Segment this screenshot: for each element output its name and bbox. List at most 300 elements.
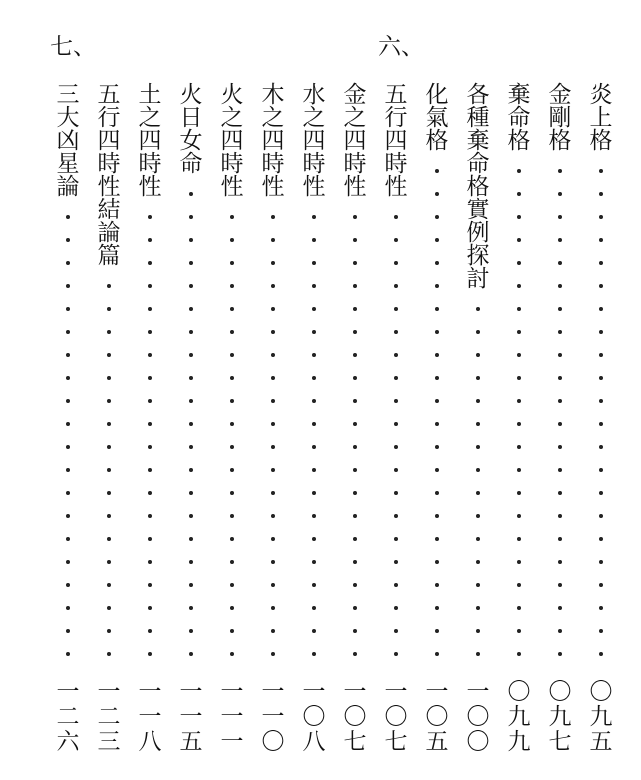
- leader-dot: [148, 560, 152, 564]
- leader-dot: [353, 353, 357, 357]
- leader-dot: [230, 238, 234, 242]
- toc-entry: [419, 0, 455, 780]
- leader-dot: [271, 261, 275, 265]
- leader-dot: [230, 422, 234, 426]
- leader-dot: [435, 560, 439, 564]
- leader-dot: [312, 629, 316, 633]
- page-number: 一 一 〇: [261, 679, 285, 755]
- leader-dot: [107, 514, 111, 518]
- dot-leader: [378, 0, 424, 780]
- toc-entry: [378, 0, 424, 780]
- leader-dot: [435, 583, 439, 587]
- leader-dot: [230, 376, 234, 380]
- entry-title: 木 之 四 時 性: [261, 82, 285, 200]
- leader-dot: [230, 353, 234, 357]
- leader-dot: [312, 353, 316, 357]
- leader-dot: [517, 192, 521, 196]
- leader-dot: [271, 284, 275, 288]
- leader-dot: [189, 215, 193, 219]
- leader-dot: [148, 537, 152, 541]
- leader-dot: [353, 514, 357, 518]
- leader-dot: [107, 307, 111, 311]
- leader-dot: [189, 560, 193, 564]
- page-number: 一 〇 八: [302, 679, 326, 755]
- toc-entry: [583, 0, 619, 780]
- leader-dot: [312, 330, 316, 334]
- leader-dot: [230, 583, 234, 587]
- leader-dot: [353, 606, 357, 610]
- page-number: 一 〇 七: [343, 679, 367, 755]
- leader-dot: [66, 491, 70, 495]
- leader-dot: [394, 445, 398, 449]
- leader-dot: [312, 376, 316, 380]
- entry-title: 三 大 凶 星 論: [56, 82, 80, 200]
- leader-dot: [435, 629, 439, 633]
- leader-dot: [558, 215, 562, 219]
- leader-dot: [66, 307, 70, 311]
- leader-dot: [107, 491, 111, 495]
- leader-dot: [148, 583, 152, 587]
- leader-dot: [189, 652, 193, 656]
- leader-dot: [230, 514, 234, 518]
- leader-dot: [66, 514, 70, 518]
- page-number: 一 一 八: [138, 679, 162, 755]
- page-number: 〇 九 七: [548, 679, 572, 755]
- toc-entry: [460, 0, 496, 780]
- leader-dot: [394, 583, 398, 587]
- leader-dot: [312, 238, 316, 242]
- entry-title: 火 之 四 時 性: [220, 82, 244, 200]
- leader-dot: [189, 629, 193, 633]
- leader-dot: [435, 353, 439, 357]
- leader-dot: [558, 399, 562, 403]
- leader-dot: [148, 307, 152, 311]
- leader-dot: [230, 468, 234, 472]
- leader-dot: [435, 376, 439, 380]
- dot-leader: [501, 0, 537, 780]
- leader-dot: [517, 468, 521, 472]
- leader-dot: [66, 445, 70, 449]
- leader-dot: [435, 422, 439, 426]
- leader-dot: [312, 399, 316, 403]
- leader-dot: [271, 652, 275, 656]
- leader-dot: [107, 399, 111, 403]
- leader-dot: [517, 537, 521, 541]
- leader-dot: [517, 353, 521, 357]
- leader-dot: [107, 629, 111, 633]
- leader-dot: [271, 491, 275, 495]
- leader-dot: [148, 445, 152, 449]
- page-number: 〇 九 九: [507, 679, 531, 755]
- leader-dot: [148, 238, 152, 242]
- leader-dot: [271, 376, 275, 380]
- leader-dot: [271, 307, 275, 311]
- leader-dot: [599, 491, 603, 495]
- leader-dot: [107, 468, 111, 472]
- leader-dot: [66, 583, 70, 587]
- leader-dot: [271, 606, 275, 610]
- leader-dot: [312, 215, 316, 219]
- leader-dot: [312, 560, 316, 564]
- leader-dot: [599, 445, 603, 449]
- leader-dot: [435, 284, 439, 288]
- leader-dot: [394, 606, 398, 610]
- leader-dot: [107, 445, 111, 449]
- leader-dot: [107, 284, 111, 288]
- entry-title: 金 之 四 時 性: [343, 82, 367, 200]
- dot-leader: [173, 0, 209, 780]
- leader-dot: [599, 399, 603, 403]
- toc-entry: [132, 0, 168, 780]
- leader-dot: [394, 468, 398, 472]
- leader-dot: [435, 399, 439, 403]
- leader-dot: [558, 422, 562, 426]
- entry-title: 火 日 女 命: [179, 82, 203, 177]
- leader-dot: [353, 629, 357, 633]
- leader-dot: [148, 468, 152, 472]
- leader-dot: [107, 606, 111, 610]
- leader-dot: [476, 468, 480, 472]
- leader-dot: [599, 514, 603, 518]
- dot-leader: [460, 0, 496, 780]
- leader-dot: [66, 215, 70, 219]
- leader-dot: [312, 468, 316, 472]
- page-number: 一 一 五: [179, 679, 203, 755]
- entry-title: 炎 上 格: [589, 82, 613, 154]
- leader-dot: [599, 652, 603, 656]
- leader-dot: [394, 399, 398, 403]
- leader-dot: [189, 376, 193, 380]
- leader-dot: [476, 376, 480, 380]
- leader-dot: [599, 537, 603, 541]
- leader-dot: [353, 468, 357, 472]
- leader-dot: [394, 284, 398, 288]
- leader-dot: [189, 491, 193, 495]
- entry-title: 水 之 四 時 性: [302, 82, 326, 200]
- leader-dot: [599, 422, 603, 426]
- leader-dot: [517, 284, 521, 288]
- leader-dot: [312, 491, 316, 495]
- leader-dot: [558, 330, 562, 334]
- entry-title: 五 行 四 時 性: [384, 82, 408, 200]
- leader-dot: [517, 491, 521, 495]
- leader-dot: [107, 330, 111, 334]
- leader-dot: [599, 284, 603, 288]
- leader-dot: [148, 422, 152, 426]
- leader-dot: [148, 261, 152, 265]
- leader-dot: [599, 215, 603, 219]
- leader-dot: [271, 468, 275, 472]
- leader-dot: [66, 606, 70, 610]
- leader-dot: [107, 537, 111, 541]
- leader-dot: [476, 652, 480, 656]
- leader-dot: [148, 606, 152, 610]
- leader-dot: [271, 629, 275, 633]
- leader-dot: [517, 261, 521, 265]
- leader-dot: [189, 307, 193, 311]
- toc-entry: [91, 0, 127, 780]
- leader-dot: [271, 238, 275, 242]
- dot-leader: [337, 0, 373, 780]
- leader-dot: [271, 560, 275, 564]
- leader-dot: [435, 491, 439, 495]
- leader-dot: [476, 330, 480, 334]
- toc-entry: [337, 0, 373, 780]
- leader-dot: [599, 353, 603, 357]
- leader-dot: [66, 422, 70, 426]
- toc-entry: [542, 0, 578, 780]
- dot-leader: [255, 0, 291, 780]
- leader-dot: [353, 238, 357, 242]
- section-number: 六、: [378, 34, 424, 60]
- leader-dot: [271, 537, 275, 541]
- leader-dot: [517, 422, 521, 426]
- leader-dot: [558, 560, 562, 564]
- leader-dot: [107, 652, 111, 656]
- leader-dot: [517, 376, 521, 380]
- leader-dot: [558, 537, 562, 541]
- leader-dot: [599, 606, 603, 610]
- leader-dot: [66, 353, 70, 357]
- leader-dot: [312, 284, 316, 288]
- leader-dot: [230, 445, 234, 449]
- leader-dot: [599, 307, 603, 311]
- leader-dot: [271, 422, 275, 426]
- leader-dot: [435, 606, 439, 610]
- leader-dot: [230, 307, 234, 311]
- leader-dot: [312, 606, 316, 610]
- leader-dot: [271, 353, 275, 357]
- leader-dot: [353, 261, 357, 265]
- leader-dot: [558, 353, 562, 357]
- leader-dot: [558, 307, 562, 311]
- leader-dot: [107, 583, 111, 587]
- leader-dot: [476, 537, 480, 541]
- leader-dot: [435, 307, 439, 311]
- leader-dot: [517, 652, 521, 656]
- leader-dot: [230, 399, 234, 403]
- leader-dot: [394, 537, 398, 541]
- leader-dot: [189, 468, 193, 472]
- leader-dot: [558, 261, 562, 265]
- leader-dot: [435, 468, 439, 472]
- leader-dot: [476, 583, 480, 587]
- leader-dot: [353, 652, 357, 656]
- leader-dot: [66, 468, 70, 472]
- leader-dot: [271, 445, 275, 449]
- dot-leader: [296, 0, 332, 780]
- leader-dot: [230, 261, 234, 265]
- leader-dot: [517, 169, 521, 173]
- leader-dot: [517, 330, 521, 334]
- dot-leader: [91, 0, 127, 780]
- leader-dot: [517, 583, 521, 587]
- leader-dot: [435, 514, 439, 518]
- leader-dot: [148, 652, 152, 656]
- leader-dot: [558, 491, 562, 495]
- leader-dot: [66, 376, 70, 380]
- dot-leader: [419, 0, 455, 780]
- leader-dot: [148, 399, 152, 403]
- leader-dot: [271, 330, 275, 334]
- leader-dot: [435, 537, 439, 541]
- leader-dot: [230, 560, 234, 564]
- leader-dot: [599, 560, 603, 564]
- leader-dot: [189, 583, 193, 587]
- leader-dot: [271, 399, 275, 403]
- leader-dot: [312, 537, 316, 541]
- leader-dot: [558, 629, 562, 633]
- dot-leader: [132, 0, 168, 780]
- leader-dot: [312, 652, 316, 656]
- leader-dot: [148, 353, 152, 357]
- leader-dot: [435, 169, 439, 173]
- leader-dot: [476, 422, 480, 426]
- toc-entry: [501, 0, 537, 780]
- leader-dot: [66, 629, 70, 633]
- leader-dot: [189, 537, 193, 541]
- leader-dot: [394, 376, 398, 380]
- leader-dot: [599, 238, 603, 242]
- leader-dot: [271, 215, 275, 219]
- leader-dot: [189, 261, 193, 265]
- leader-dot: [312, 422, 316, 426]
- entry-title: 金 剛 格: [548, 82, 572, 154]
- leader-dot: [189, 422, 193, 426]
- leader-dot: [394, 514, 398, 518]
- leader-dot: [476, 491, 480, 495]
- leader-dot: [558, 192, 562, 196]
- leader-dot: [558, 514, 562, 518]
- leader-dot: [599, 169, 603, 173]
- leader-dot: [558, 468, 562, 472]
- leader-dot: [353, 330, 357, 334]
- leader-dot: [476, 307, 480, 311]
- page-number: 一 〇 〇: [466, 679, 490, 755]
- leader-dot: [394, 261, 398, 265]
- leader-dot: [599, 468, 603, 472]
- leader-dot: [189, 284, 193, 288]
- leader-dot: [107, 376, 111, 380]
- leader-dot: [476, 606, 480, 610]
- leader-dot: [230, 330, 234, 334]
- leader-dot: [435, 215, 439, 219]
- page-number: 一 〇 七: [384, 679, 408, 755]
- leader-dot: [517, 560, 521, 564]
- leader-dot: [148, 491, 152, 495]
- leader-dot: [476, 445, 480, 449]
- leader-dot: [394, 629, 398, 633]
- leader-dot: [394, 491, 398, 495]
- leader-dot: [394, 307, 398, 311]
- leader-dot: [353, 399, 357, 403]
- leader-dot: [271, 514, 275, 518]
- leader-dot: [312, 583, 316, 587]
- leader-dot: [435, 261, 439, 265]
- leader-dot: [394, 238, 398, 242]
- leader-dot: [189, 445, 193, 449]
- leader-dot: [189, 238, 193, 242]
- toc-entry: [50, 0, 96, 780]
- leader-dot: [558, 583, 562, 587]
- entry-title: 化 氣 格: [425, 82, 449, 154]
- leader-dot: [148, 629, 152, 633]
- leader-dot: [599, 192, 603, 196]
- leader-dot: [599, 583, 603, 587]
- leader-dot: [476, 560, 480, 564]
- leader-dot: [353, 491, 357, 495]
- leader-dot: [353, 445, 357, 449]
- leader-dot: [148, 330, 152, 334]
- leader-dot: [476, 514, 480, 518]
- leader-dot: [517, 399, 521, 403]
- leader-dot: [230, 629, 234, 633]
- leader-dot: [230, 652, 234, 656]
- page-number: 一 二 三: [97, 679, 121, 755]
- leader-dot: [353, 215, 357, 219]
- leader-dot: [558, 169, 562, 173]
- entry-title: 五 行 四 時 性 結 論 篇: [97, 82, 121, 269]
- leader-dot: [558, 238, 562, 242]
- entry-title: 各 種 棄 命 格 實 例 探 討: [466, 82, 490, 292]
- leader-dot: [189, 330, 193, 334]
- leader-dot: [353, 376, 357, 380]
- leader-dot: [66, 537, 70, 541]
- leader-dot: [107, 422, 111, 426]
- leader-dot: [107, 353, 111, 357]
- leader-dot: [558, 445, 562, 449]
- leader-dot: [558, 606, 562, 610]
- leader-dot: [476, 629, 480, 633]
- leader-dot: [599, 330, 603, 334]
- leader-dot: [476, 399, 480, 403]
- leader-dot: [66, 652, 70, 656]
- leader-dot: [189, 192, 193, 196]
- leader-dot: [66, 399, 70, 403]
- page-number: 一 二 六: [56, 679, 80, 755]
- entry-title: 土 之 四 時 性: [138, 82, 162, 200]
- leader-dot: [353, 422, 357, 426]
- leader-dot: [517, 514, 521, 518]
- leader-dot: [517, 629, 521, 633]
- leader-dot: [353, 307, 357, 311]
- leader-dot: [189, 606, 193, 610]
- leader-dot: [107, 560, 111, 564]
- leader-dot: [66, 560, 70, 564]
- toc-entry: [173, 0, 209, 780]
- leader-dot: [394, 215, 398, 219]
- leader-dot: [517, 606, 521, 610]
- leader-dot: [476, 353, 480, 357]
- dot-leader: [50, 0, 96, 780]
- leader-dot: [558, 284, 562, 288]
- leader-dot: [394, 353, 398, 357]
- leader-dot: [353, 284, 357, 288]
- leader-dot: [271, 583, 275, 587]
- leader-dot: [230, 537, 234, 541]
- leader-dot: [66, 330, 70, 334]
- leader-dot: [66, 238, 70, 242]
- entry-title: 棄 命 格: [507, 82, 531, 154]
- leader-dot: [517, 307, 521, 311]
- leader-dot: [435, 238, 439, 242]
- leader-dot: [517, 238, 521, 242]
- leader-dot: [148, 376, 152, 380]
- page-number: 〇 九 五: [589, 679, 613, 755]
- leader-dot: [435, 330, 439, 334]
- leader-dot: [312, 261, 316, 265]
- leader-dot: [394, 422, 398, 426]
